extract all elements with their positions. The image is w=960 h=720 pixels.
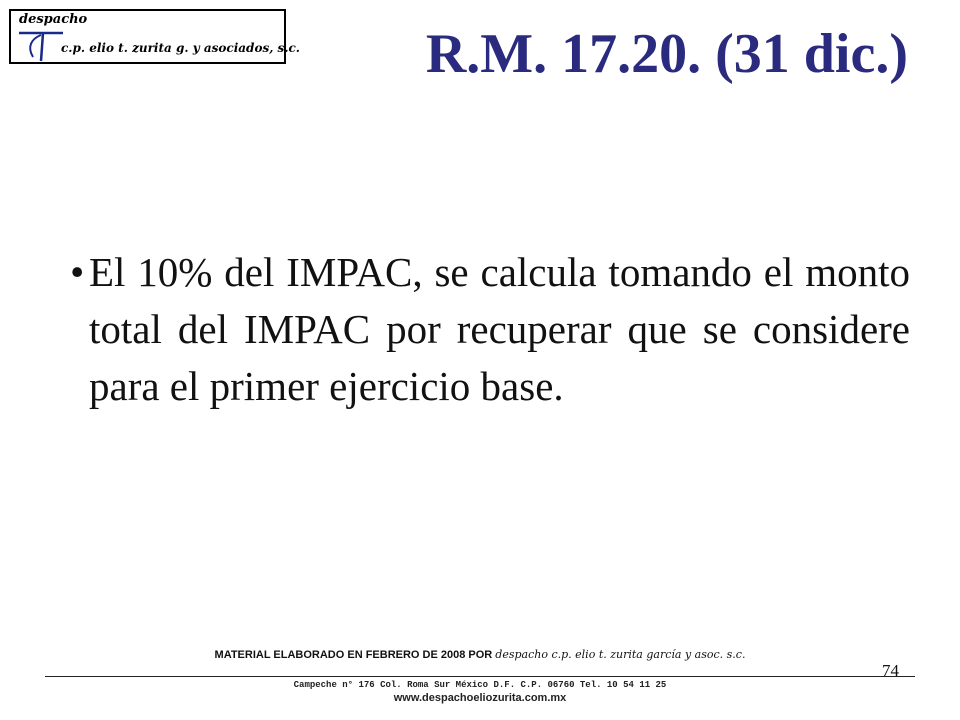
bullet-marker: • [70,249,85,295]
credit-prefix: MATERIAL ELABORADO EN FEBRERO DE 2008 POR [214,649,493,661]
footer-website: www.despachoeliozurita.com.mx [393,692,567,704]
footer-address: Campeche n° 176 Col. Roma Sur México D.F. C.P. 06760 Tel. 10 54 11 25 [293,680,667,690]
company-logo [9,9,300,64]
logo-mark-icon [17,27,67,63]
page-number: 74 [882,661,899,680]
bullet-item [70,244,910,415]
logo-wordmark: despacho [19,12,88,27]
footer-divider [45,676,915,677]
credit-firm: despacho c.p. elio t. zurita garcía y asoc. s.c. [495,648,746,661]
logo-firm-name: c.p. elio t. zurita g. y asociados, s.c. [61,41,300,55]
footer-credit [0,648,960,661]
slide-title: R.M. 17.20. (31 dic.) [425,23,908,85]
bullet-text: El 10% del IMPAC, se calcula tomando el monto total del IMPAC por recuperar que se considere para el primer ejercicio base. [89,249,910,409]
